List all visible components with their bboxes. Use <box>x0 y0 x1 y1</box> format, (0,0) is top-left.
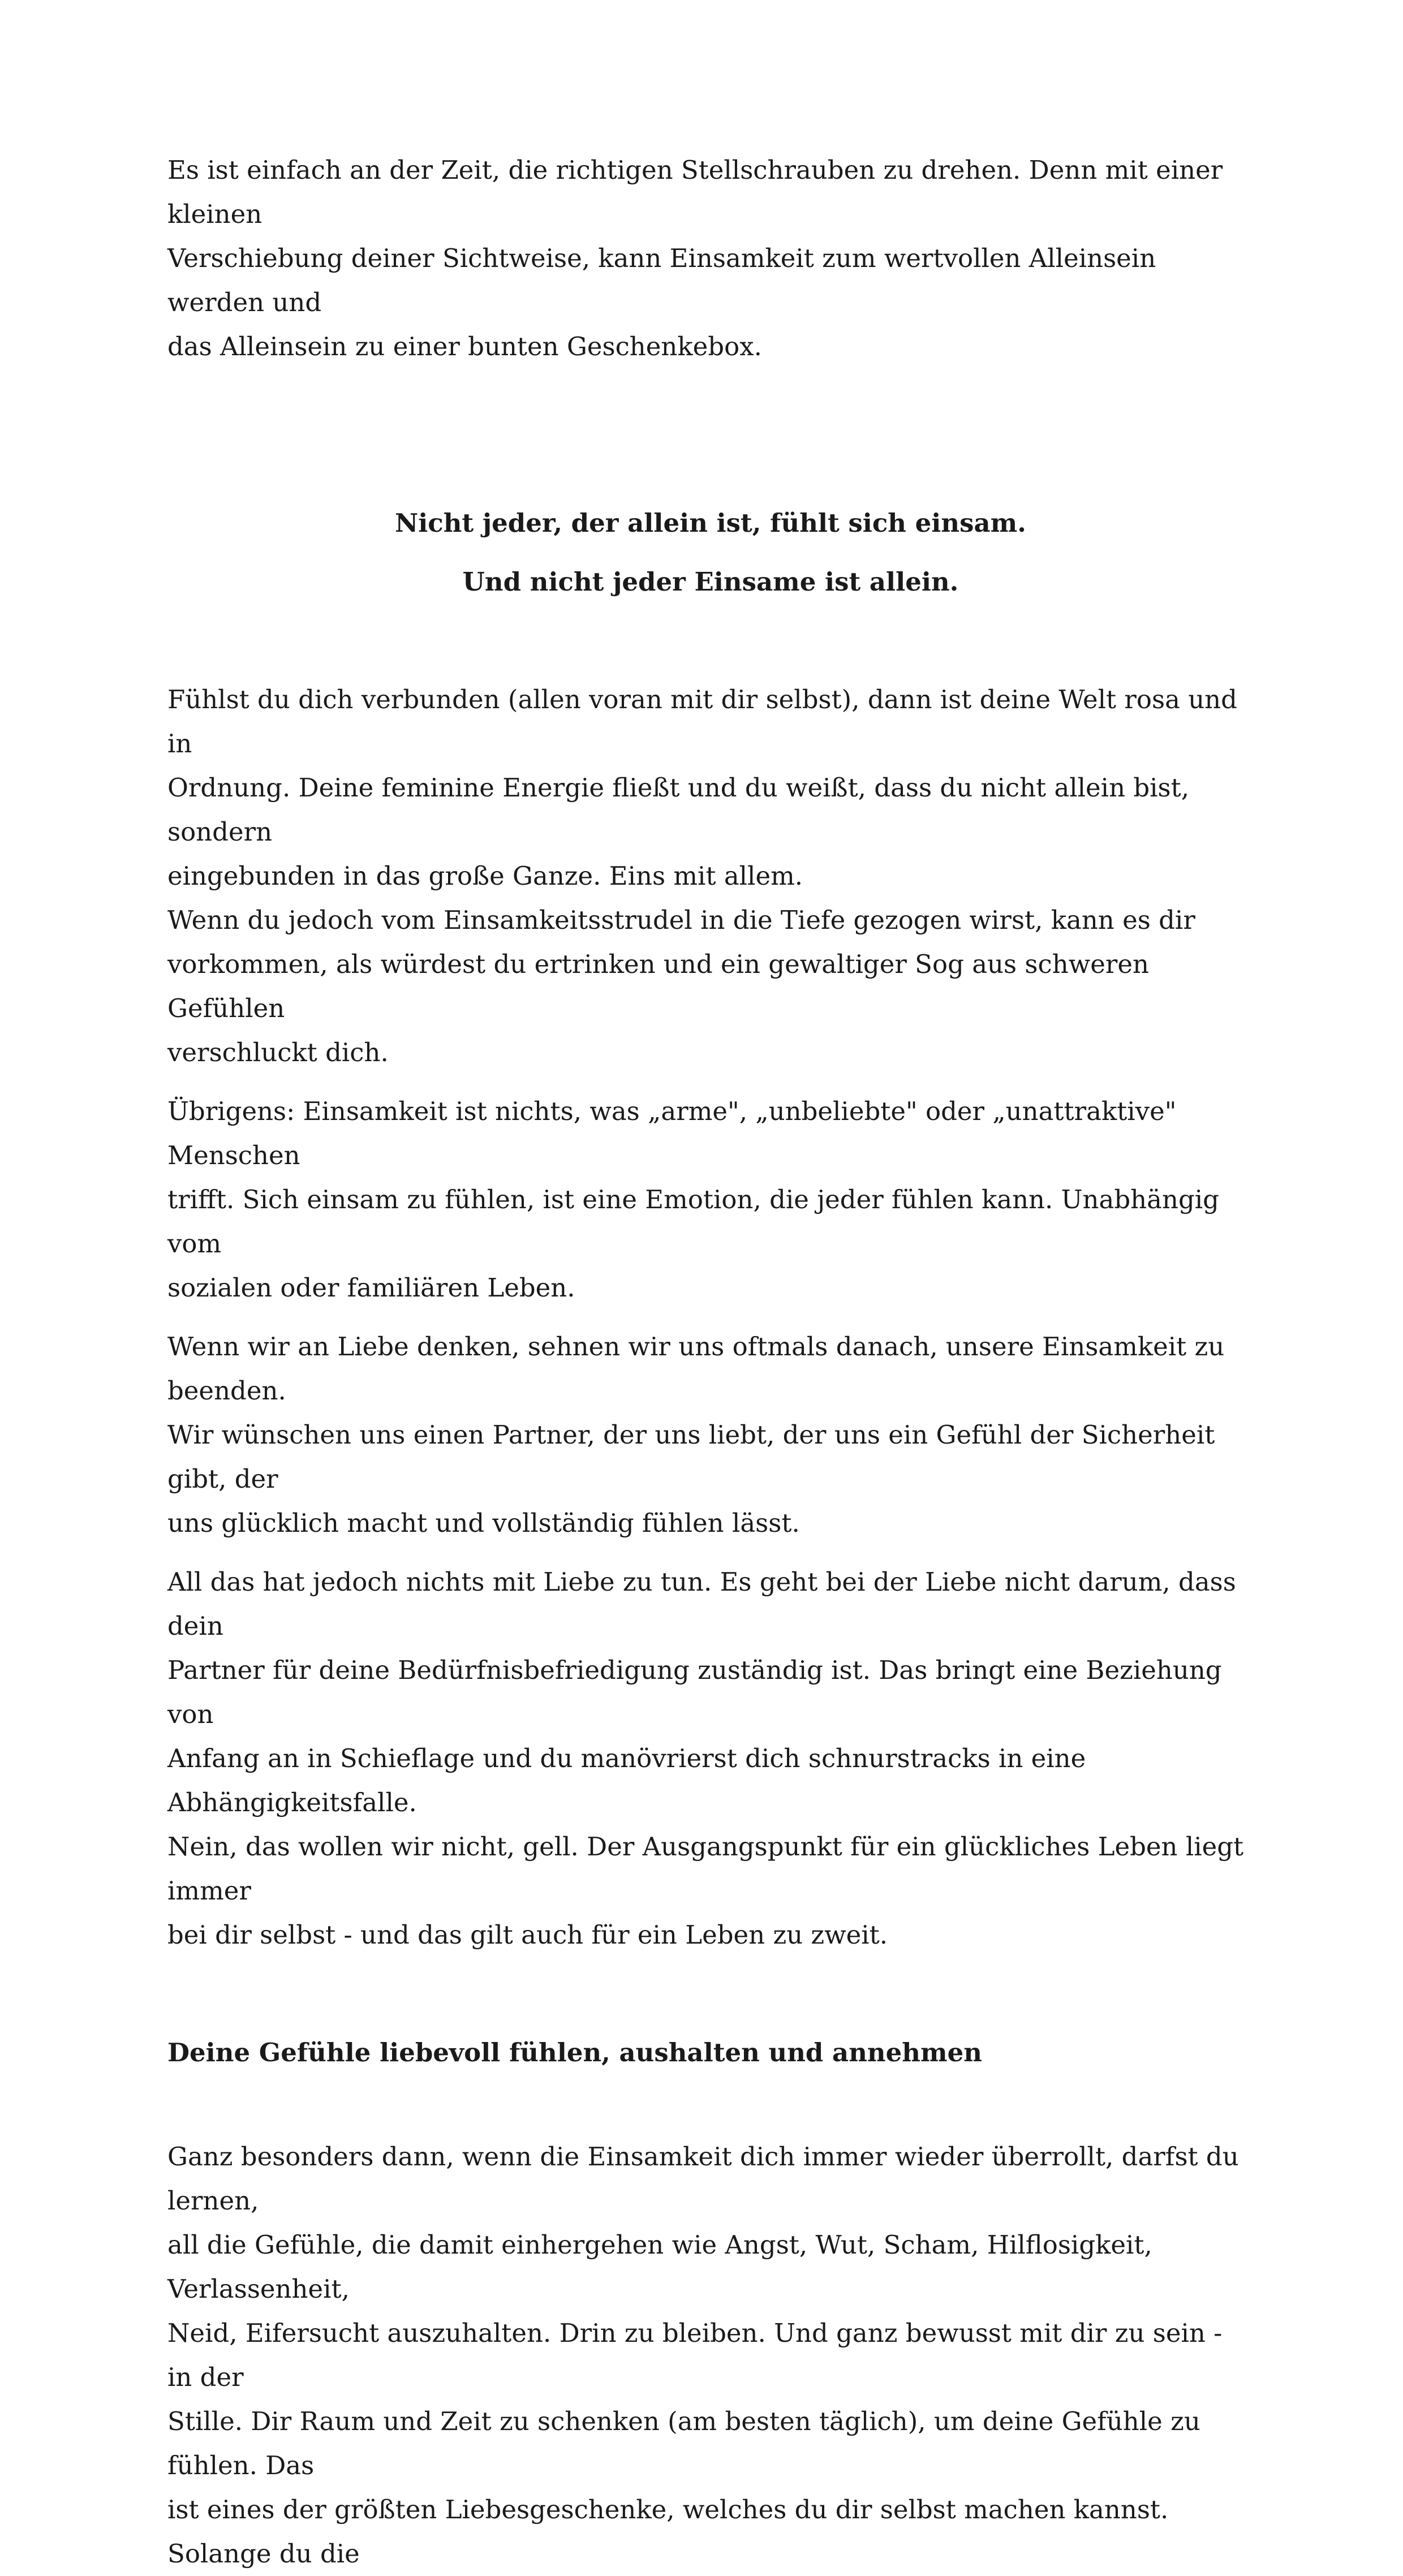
section-heading: Deine Gefühle liebevoll fühlen, aushalten und annehmen <box>167 2037 982 2067</box>
by-the-way-paragraph: Übrigens: Einsamkeit ist nichts, was „arme", „unbeliebte" oder „unattraktive" Menschen trifft. Sich einsam zu fühlen, ist eine Emotion, die jeder fühlen kann. Unabhängig vom sozialen oder familiären Leben. <box>167 1096 1219 1303</box>
feelings-paragraph: Ganz besonders dann, wenn die Einsamkeit dich immer wieder überrollt, darfst du lernen, all die Gefühle, die damit einhergehen wie Angst, Wut, Scham, Hilflosigkeit, Verlassenheit, Neid, Eifersucht auszuhalten. Drin zu bleiben. Und ganz bewusst mit dir zu sein - in der Stille. Dir Raum und Zeit zu schenken (am besten täglich), um deine Gefühle zu fühlen. Das ist eines der größten Liebesgeschenke, welches du dir selbst machen kannst. Solange du die <box>167 2142 1239 2569</box>
not-love-paragraph: All das hat jedoch nichts mit Liebe zu tun. Es geht bei der Liebe nicht darum, dass dein Partner für deine Bedürfnisbefriedigung zuständig ist. Das bringt eine Beziehung von Anfang an in Schieflage und du manövrierst dich schnurstracks in eine Abhängigkeitsfalle. Nein, das wollen wir nicht, gell. Der Ausgangspunkt für ein glückliches Leben liegt immer bei dir selbst - und das gilt auch für ein Leben zu zweit. <box>167 1567 1244 1950</box>
connected-paragraph: Fühlst du dich verbunden (allen voran mit dir selbst), dann ist deine Welt rosa und in Ordnung. Deine feminine Energie fließt und du weißt, dass du nicht allein bist, sondern eingebunden in das große Ganze. Eins mit allem. Wenn du jedoch vom Einsamkeitsstrudel in die Tiefe gezogen wirst, kann es dir vorkommen, als würdest du ertrinken und ein gewaltiger Sog aus schweren Gefühlen verschluckt dich. <box>167 684 1237 1067</box>
quote-line-2: Und nicht jeder Einsame ist allein. <box>462 567 959 597</box>
document-page <box>167 148 1254 2576</box>
love-paragraph: Wenn wir an Liebe denken, sehnen wir uns oftmals danach, unsere Einsamkeit zu beenden. Wir wünschen uns einen Partner, der uns liebt, der uns ein Gefühl der Sicherheit gibt, der uns glücklich macht und vollständig fühlen lässt. <box>167 1332 1225 1538</box>
intro-paragraph: Es ist einfach an der Zeit, die richtigen Stellschrauben zu drehen. Denn mit einer kleinen Verschiebung deiner Sichtweise, kann Einsamkeit zum wertvollen Alleinsein werden und das Alleinsein zu einer bunten Geschenkebox. <box>167 155 1223 361</box>
quote-line-1: Nicht jeder, der allein ist, fühlt sich einsam. <box>395 508 1026 538</box>
